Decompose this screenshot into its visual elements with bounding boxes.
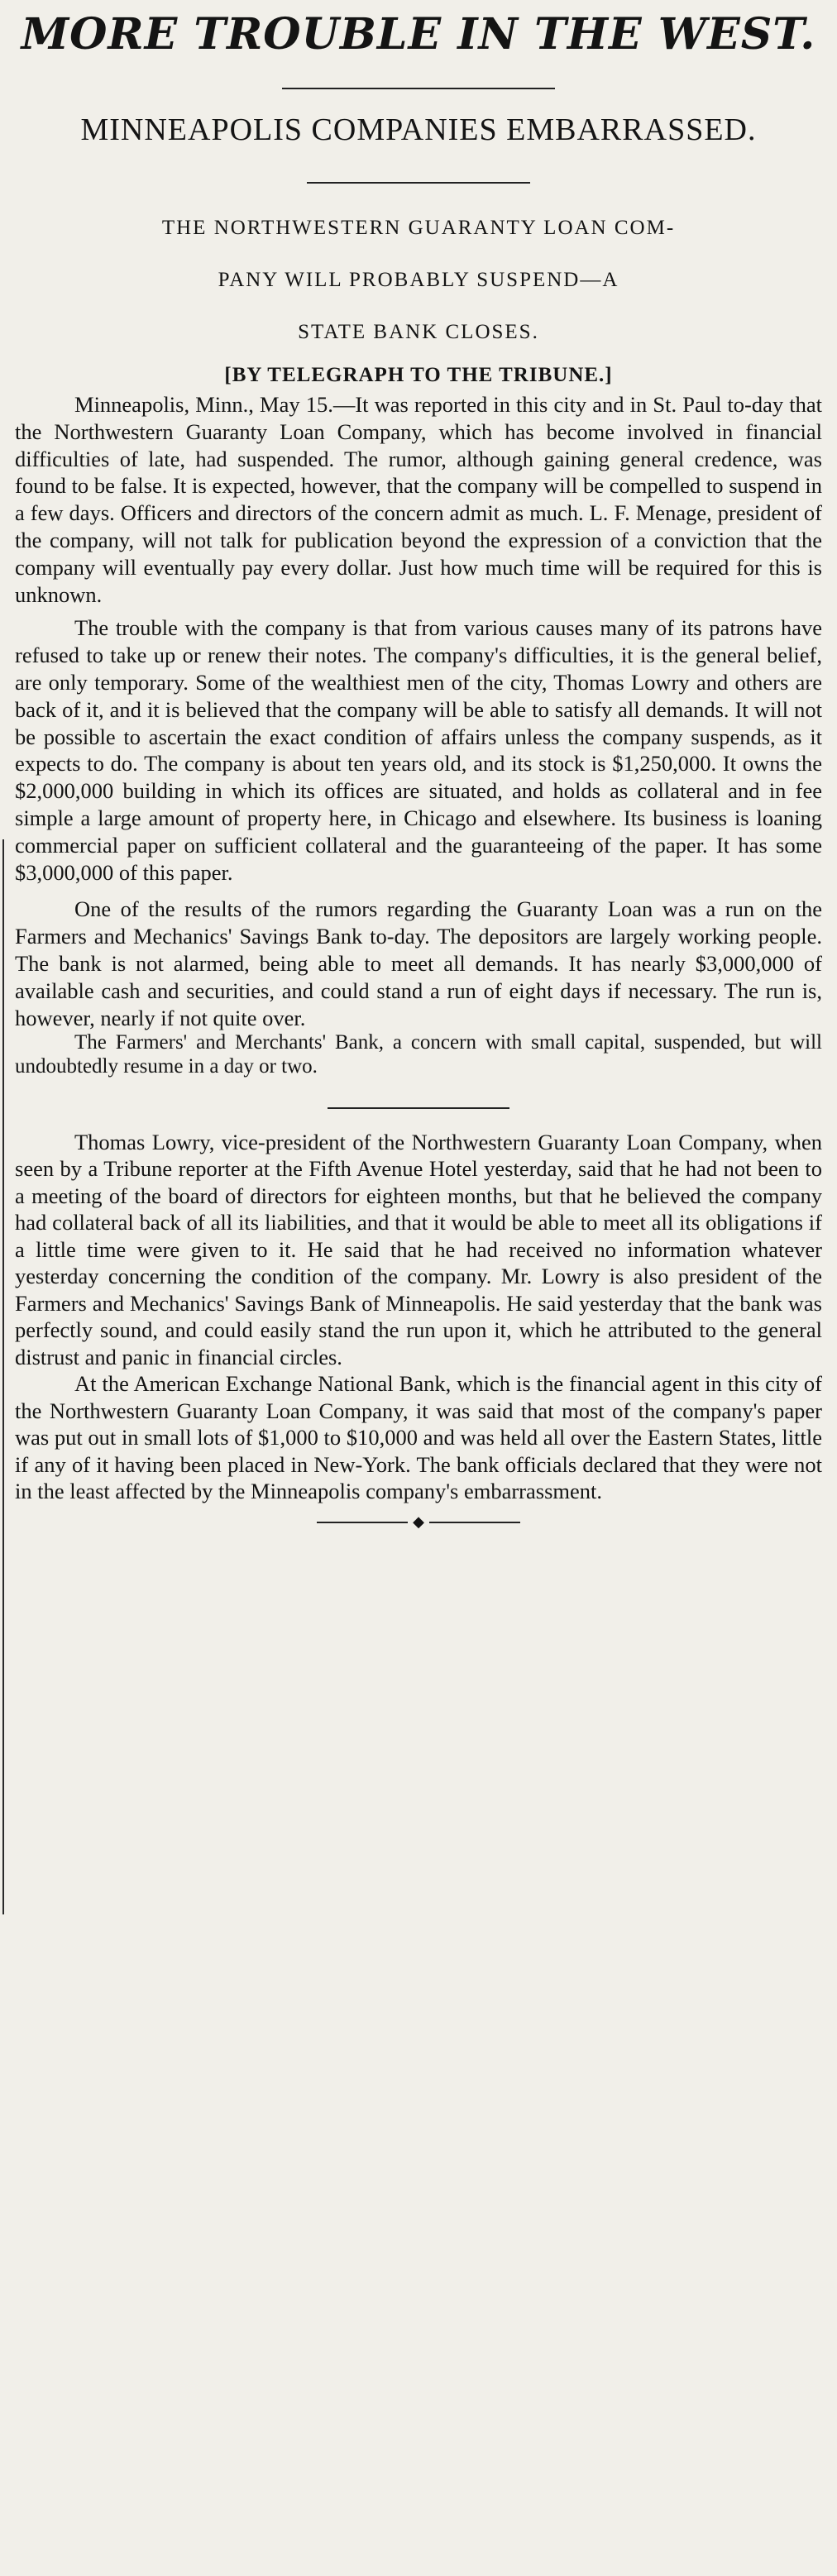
deck-line: STATE BANK CLOSES. — [298, 321, 539, 343]
diamond-icon: ◆ — [413, 1513, 424, 1531]
headline: MORE TROUBLE IN THE WEST. — [21, 9, 816, 60]
article-paragraph: The trouble with the company is that from various causes many of its patrons have refused to take up or renew their notes. The company's difficulties, it is the general belief, are only temporary. Some of the wealthiest men of the city, Thomas Lowry and others are back of it, and it is believed that the company will be able to satisfy all demands. It will not be possible to ascertain the exact condition of affairs unless the company suspends, as it expects to do. The company is about ten years old, and its stock is $1,250,000. It owns the $2,000,000 building in which its offices are situated, and holds as collateral and in fee simple a large amount of property here, in Chicago and elsewhere. Its business is loaning commercial paper on sufficient collateral and the guaranteeing of the paper. It has some $3,000,000 of this paper. — [15, 615, 822, 885]
end-ornament — [12, 1515, 825, 1530]
deck — [12, 202, 825, 358]
deck-line: THE NORTHWESTERN GUARANTY LOAN COM- — [161, 217, 676, 239]
ornament-bar — [317, 1522, 408, 1523]
column-edge-rule — [2, 839, 4, 1914]
section-divider — [328, 1107, 509, 1109]
article-paragraph: The Farmers' and Merchants' Bank, a concern with small capital, suspended, but will undoubtedly resume in a day or two. — [15, 1031, 822, 1078]
subhead-divider — [307, 182, 530, 184]
article-paragraph: At the American Exchange National Bank, which is the financial agent in this city of the Northwestern Guaranty Loan Company, it was said that most of the company's paper was put out in small lots of $1,000 to $10,000 and was held all over the Eastern States, little if any of it having been placed in New-York. The bank officials declared that they were not in the least affected by the Minneapolis company's embarrassment. — [15, 1371, 822, 1504]
article-body-continued — [12, 1129, 825, 1505]
subheadline: MINNEAPOLIS COMPANIES EMBARRASSED. — [80, 112, 757, 147]
article-paragraph: Thomas Lowry, vice-president of the Northwestern Guaranty Loan Company, when seen by a Tribune reporter at the Fifth Avenue Hotel yesterday, said that he had not been to a meeting of the board of directors for eighteen months, but that he believed the company had collateral back of all its liabilities, and that it would be able to meet all its obligations if a little time were given to it. He said that he had received no information whatever yesterday concerning the condition of the company. Mr. Lowry is also president of the Farmers and Mechanics' Savings Bank of Minneapolis. He said yesterday that the bank was perfectly sound, and could easily stand the run upon it, which he attributed to the general distrust and panic in financial circles. — [15, 1129, 822, 1369]
article-body — [12, 391, 825, 1079]
ornament-bar — [429, 1522, 520, 1523]
byline: [BY TELEGRAPH TO THE TRIBUNE.] — [224, 364, 613, 386]
headline-divider — [282, 88, 555, 89]
article-paragraph: One of the results of the rumors regarding the Guaranty Loan was a run on the Farmers and Mechanics' Savings Bank to-day. The depositors are largely working people. The bank is not alarmed, being able to meet all demands. It has nearly $3,000,000 of available cash and securities, and could stand a run of eight days if necessary. The run is, however, nearly if not quite over. — [15, 896, 822, 1030]
deck-line: PANY WILL PROBABLY SUSPEND—A — [218, 269, 619, 291]
article-paragraph: Minneapolis, Minn., May 15.—It was reported in this city and in St. Paul to-day that the Northwestern Guaranty Loan Company, which has become involved in financial difficulties of late, had suspended. The rumor, although gaining general credence, was found to be false. It is expected, however, that the company will be compelled to suspend in a few days. Officers and directors of the concern admit as much. L. F. Menage, president of the company, will not talk for publication beyond the expression of a conviction that the company will eventually pay every dollar. Just how much time will be required for this is unknown. — [15, 392, 822, 607]
